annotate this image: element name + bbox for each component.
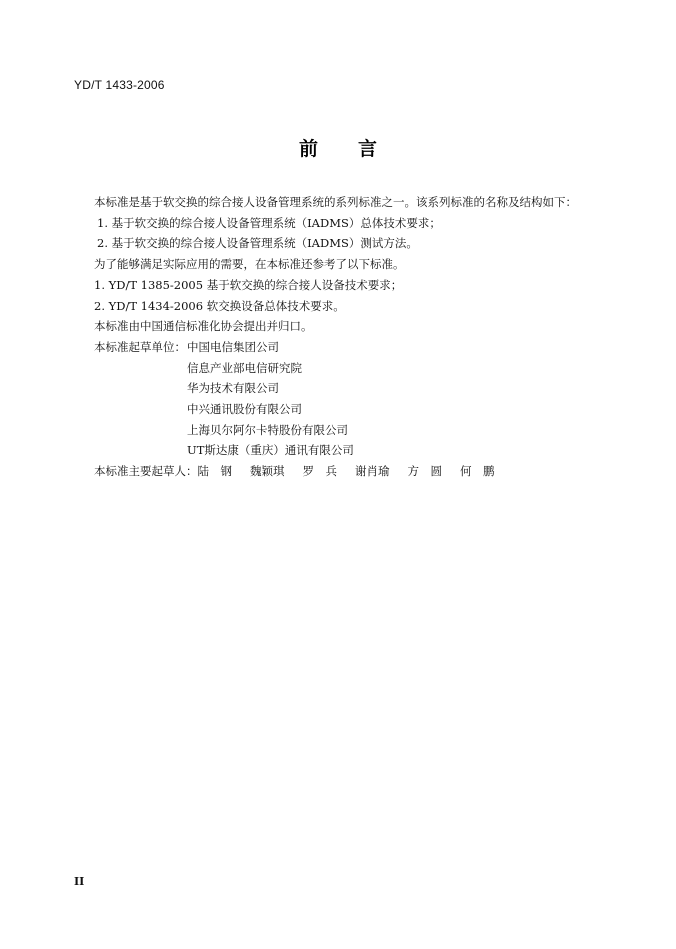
drafting-unit: 中国电信集团公司: [187, 339, 279, 354]
drafter-name: 陆 钢: [197, 464, 232, 479]
drafter-name: 方 圆: [407, 464, 442, 479]
page-title: [0, 134, 676, 161]
series-item-2: 2. 基于软交换的综合接人设备管理系统（IADMS）测试方法。: [97, 236, 418, 251]
reference-item-2: 2. YD/T 1434-2006 软交换设备总体技术要求。: [94, 298, 345, 313]
proposer-statement: 本标准由中国通信标准化协会提出并归口。: [94, 319, 313, 334]
drafter-name: 魏颖琪: [250, 464, 285, 479]
intro-paragraph: 本标准是基于软交换的综合接人设备管理系统的系列标准之一。该系列标准的名称及结构如下：: [94, 195, 577, 209]
drafting-unit: 信息产业部电信研究院: [187, 360, 302, 375]
title-char-1: 前: [298, 138, 318, 160]
drafter-name: 谢肖瑜: [355, 464, 390, 479]
drafting-unit: 中兴通讯股份有限公司: [187, 402, 302, 417]
drafting-unit: 上海贝尔阿尔卡特股份有限公司: [187, 422, 348, 437]
series-item-1: 1. 基于软交换的综合接人设备管理系统（IADMS）总体技术要求；: [97, 215, 441, 230]
drafter-name: 罗 兵: [302, 464, 337, 479]
title-char-2: 言: [358, 138, 378, 160]
reference-item-1: 1. YD/T 1385-2005 基于软交换的综合接人设备技术要求；: [94, 277, 403, 292]
drafting-units-row: [94, 337, 614, 358]
standard-code: YD/T 1433-2006: [74, 78, 165, 92]
page-number: II: [74, 875, 85, 888]
drafter-name: 何 鹏: [460, 464, 495, 479]
drafting-unit: 华为技术有限公司: [187, 381, 279, 396]
drafting-units-label: 本标准起草单位：: [94, 339, 186, 354]
drafters-row: [94, 461, 614, 482]
foreword-body: [94, 192, 614, 482]
drafting-unit: UT斯达康（重庆）通讯有限公司: [187, 443, 354, 458]
drafters-label: 本标准主要起草人：: [94, 464, 198, 479]
reference-intro: 为了能够满足实际应用的需要，在本标准还参考了以下标准。: [94, 257, 405, 272]
